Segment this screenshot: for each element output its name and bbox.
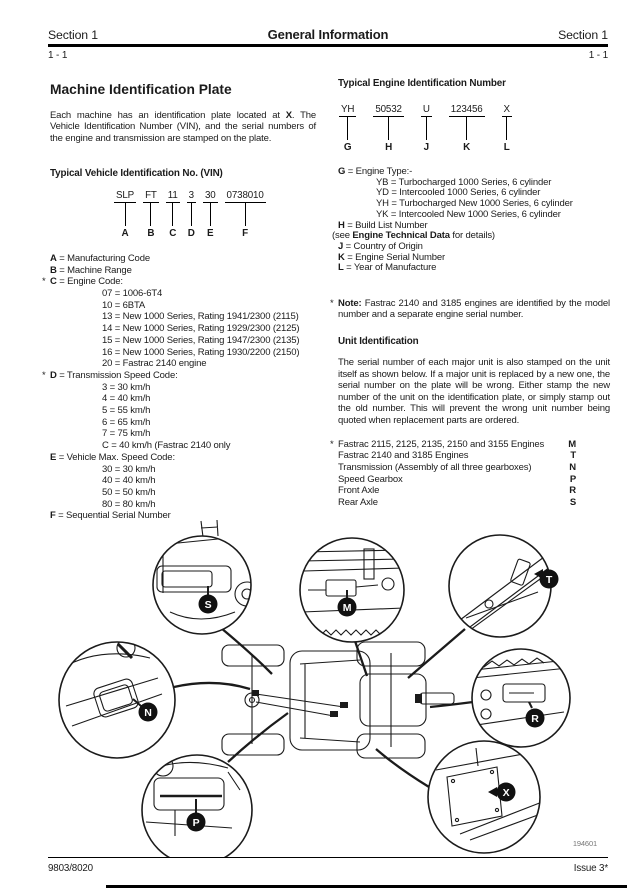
callout-circle xyxy=(449,535,551,637)
engine-segment xyxy=(449,104,485,153)
legend-text: = Transmission Speed Code: xyxy=(59,369,178,381)
unit-label: Front Axle xyxy=(338,485,380,497)
vin-letter: D xyxy=(187,227,195,239)
leader-line xyxy=(172,203,173,226)
legend-sub-item: 14 = New 1000 Series, Rating 1929/2300 (2125) xyxy=(102,323,300,335)
unit-row xyxy=(330,438,576,451)
callout-n xyxy=(59,639,175,758)
engine-segment xyxy=(339,104,356,153)
callout-badge-m xyxy=(338,598,357,617)
note-paragraph xyxy=(330,298,610,321)
unit-code: R xyxy=(569,485,576,497)
callout-circle xyxy=(472,649,570,747)
vin-segment xyxy=(225,190,266,239)
header-section-left: Section 1 xyxy=(48,28,98,42)
legend-key: G xyxy=(338,166,346,177)
unit-code: S xyxy=(569,497,576,509)
leader-line xyxy=(150,203,151,226)
legend-row-h xyxy=(338,221,610,232)
callout-m xyxy=(300,538,404,642)
vin-value: SLP xyxy=(116,189,135,201)
unit-label: Fastrac 2140 and 3185 Engines xyxy=(338,450,469,462)
callout-letter: T xyxy=(545,574,553,586)
engine-segment xyxy=(421,104,432,153)
legend-sub-item: 6 = 65 km/h xyxy=(102,416,151,428)
legend-sub-item: 16 = New 1000 Series, Rating 1930/2200 (2150) xyxy=(102,346,300,358)
callout-badge-r xyxy=(526,709,545,728)
intro-text: Each machine has an identification plate located at xyxy=(50,110,286,121)
vin-segment xyxy=(187,190,196,239)
legend-key: K xyxy=(338,251,345,263)
figure-number: 194601 xyxy=(572,839,597,848)
left-column xyxy=(42,82,316,522)
legend-text: = Engine Serial Number xyxy=(347,251,446,263)
vin-segment xyxy=(203,190,218,239)
legend-sub-item: 3 = 30 km/h xyxy=(102,381,151,393)
vin-segment xyxy=(114,190,136,239)
legend-sub-item: C = 40 km/h (Fastrac 2140 only xyxy=(102,440,231,452)
leader-line xyxy=(466,117,467,140)
unit-label: Speed Gearbox xyxy=(338,473,403,485)
page-number-right: 1 - 1 xyxy=(588,50,608,61)
header-section-right: Section 1 xyxy=(558,28,608,42)
page-footer xyxy=(48,863,608,874)
legend-key: B xyxy=(50,264,57,276)
unit-code: M xyxy=(568,438,576,450)
issue-number: Issue 3* xyxy=(573,863,608,874)
section-heading: Machine Identification Plate xyxy=(50,82,232,97)
vin-value: FT xyxy=(145,189,157,201)
legend-key: H xyxy=(338,219,345,231)
legend-sub-item: 07 = 1006-6T4 xyxy=(102,288,163,299)
callout-letter: S xyxy=(204,599,212,611)
vin-letter: B xyxy=(147,227,155,239)
callout-letter: M xyxy=(342,602,352,614)
leader-line xyxy=(125,203,126,226)
legend-sub-item: YH = Turbocharged New 1000 Series, 6 cylinder xyxy=(376,198,573,210)
legend-sub-item: 4 = 40 km/h xyxy=(102,393,151,405)
leader-line xyxy=(506,117,507,140)
leader-line xyxy=(347,117,348,140)
vin-legend xyxy=(42,252,316,522)
unit-code: T xyxy=(570,450,576,462)
vin-value: 0738010 xyxy=(226,189,264,201)
callout-s xyxy=(153,536,259,634)
see-bold-ref: Engine Technical Data xyxy=(352,230,450,242)
unit-label: Fastrac 2115, 2125, 2135, 2150 and 3155 Engines xyxy=(338,438,545,450)
legend-row-g xyxy=(338,167,610,221)
legend-text: = Engine Type:- xyxy=(347,166,413,177)
unit-code: P xyxy=(569,473,576,485)
engine-letter: L xyxy=(503,142,510,153)
unit-label: Rear Axle xyxy=(338,497,378,509)
unit-paragraph: The serial number of each major unit is also stamped on the unit itself as shown below. If a major unit is replaced by a new one, the serial number on the plate will be wrong. Either stamp the new number of the unit on the identification plate, or simply stamp out the old number. This will prevent the wrong unit number being quoted when replacement parts are ordered. xyxy=(338,357,610,426)
callout-x xyxy=(428,741,546,853)
legend-sub-item: 15 = New 1000 Series, Rating 1947/2300 (2135) xyxy=(102,334,300,346)
legend-sub-item: YB = Turbocharged 1000 Series, 6 cylinder xyxy=(376,176,552,188)
legend-text: = Machine Range xyxy=(59,264,132,276)
footer-rule xyxy=(48,857,608,858)
engine-legend xyxy=(332,166,610,274)
engine-letter: G xyxy=(343,142,352,153)
callout-letter: R xyxy=(531,713,539,725)
legend-key: D xyxy=(50,369,57,381)
unit-code: N xyxy=(569,462,576,473)
unit-location-diagram xyxy=(0,520,633,858)
legend-key: F xyxy=(50,510,56,522)
callout-p xyxy=(142,755,252,858)
callout-letter: X xyxy=(502,787,510,799)
engine-value: YH xyxy=(341,104,355,115)
engine-number-diagram xyxy=(339,104,610,153)
location-x-ref: X xyxy=(285,110,292,121)
see-text: (see xyxy=(332,230,353,242)
callout-circle xyxy=(59,642,175,758)
right-column xyxy=(330,78,610,509)
callout-r xyxy=(470,649,570,747)
legend-sub-item: YK = Intercooled New 1000 Series, 6 cylinder xyxy=(376,208,561,220)
engine-letter: J xyxy=(423,142,429,153)
legend-sub-item: YD = Intercooled 1000 Series, 6 cylinder xyxy=(376,187,541,199)
callout-letter: N xyxy=(144,707,152,719)
unit-label: Transmission (Assembly of all three gearboxes) xyxy=(338,462,532,473)
leader-line xyxy=(191,203,192,226)
unit-row xyxy=(338,450,576,462)
footnote-star: * xyxy=(42,276,46,288)
page-number-left: 1 - 1 xyxy=(48,50,68,61)
leader-line xyxy=(245,203,246,226)
engine-value: X xyxy=(503,104,510,115)
engine-letter: K xyxy=(463,142,471,153)
vin-value: 30 xyxy=(204,189,216,201)
legend-sub-item: 10 = 6BTA xyxy=(102,299,146,311)
header-title: General Information xyxy=(267,27,389,42)
unit-row xyxy=(338,474,576,486)
unit-row xyxy=(338,497,576,509)
legend-row-e xyxy=(50,452,316,511)
vin-heading: Typical Vehicle Identification No. (VIN) xyxy=(50,167,223,179)
unit-row xyxy=(338,485,576,497)
legend-row-b xyxy=(50,265,316,277)
see-text: for details) xyxy=(449,230,495,242)
legend-text: = Year of Manufacture xyxy=(346,262,437,274)
legend-text: = Engine Code: xyxy=(59,276,123,288)
engine-value: 123456 xyxy=(450,104,483,115)
legend-sub-item: 13 = New 1000 Series, Rating 1941/2300 (2115) xyxy=(102,311,299,323)
footnote-star: * xyxy=(330,438,334,450)
engine-segment xyxy=(502,104,512,153)
vin-number-diagram xyxy=(114,190,316,239)
vin-letter: A xyxy=(121,227,129,239)
callout-letter: P xyxy=(192,817,200,829)
footnote-star: * xyxy=(42,369,46,381)
legend-key: C xyxy=(50,276,57,288)
callout-circle xyxy=(428,741,540,853)
page-number-row xyxy=(48,50,608,61)
unit-identification-heading: Unit Identification xyxy=(338,336,419,348)
engine-heading: Typical Engine Identification Number xyxy=(338,78,506,89)
legend-sub-item: 80 = 80 km/h xyxy=(102,498,156,510)
legend-key: J xyxy=(338,240,344,252)
vin-value: 3 xyxy=(188,189,194,201)
vin-value: 11 xyxy=(167,189,178,201)
note-label: Note: xyxy=(338,298,362,310)
unit-row xyxy=(338,462,576,474)
legend-key: E xyxy=(50,451,57,463)
leader-line xyxy=(210,203,211,226)
leader-line xyxy=(426,117,427,140)
page-header xyxy=(48,27,608,42)
legend-row-d xyxy=(42,369,316,452)
header-rule xyxy=(48,44,608,47)
legend-sub-item: 5 = 55 km/h xyxy=(102,405,151,417)
callout-badge-x xyxy=(497,783,516,802)
footnote-star: * xyxy=(330,298,334,310)
callout-badge-t xyxy=(540,570,559,589)
vin-letter: E xyxy=(207,227,214,239)
legend-text: = Vehicle Max. Speed Code: xyxy=(58,451,175,463)
legend-sub-item: 7 = 75 km/h xyxy=(102,428,151,440)
engine-value: U xyxy=(422,104,430,115)
leader-line xyxy=(388,117,389,140)
intro-text: . The Vehicle Identification Number (VIN), and the serial numbers of the engine and transmission are stamped on the plate. xyxy=(50,110,316,144)
legend-sub-item: 40 = 40 km/h xyxy=(102,475,156,487)
vin-letter: F xyxy=(242,227,249,239)
legend-key: L xyxy=(338,262,344,274)
vin-segment xyxy=(166,190,180,239)
vin-letter: C xyxy=(169,227,177,239)
legend-text: = Sequential Serial Number xyxy=(58,510,171,522)
legend-text: = Country of Origin xyxy=(345,240,423,252)
legend-sub-item: 50 = 50 km/h xyxy=(102,486,156,498)
legend-sub-item: 20 = Fastrac 2140 engine xyxy=(102,358,207,370)
linkage-joints xyxy=(252,690,422,717)
engine-segment xyxy=(373,104,404,153)
callout-badge-p xyxy=(187,813,206,832)
publication-number: 9803/8020 xyxy=(48,863,93,874)
unit-code-table xyxy=(330,438,576,509)
legend-text: = Build List Number xyxy=(347,219,428,231)
engine-letter: H xyxy=(385,142,393,153)
note-text: Fastrac 2140 and 3185 engines are identified by the model number and a separate engine serial number. xyxy=(338,298,610,321)
callout-badge-n xyxy=(139,703,158,722)
legend-row-l xyxy=(338,263,610,274)
legend-row-c xyxy=(42,276,316,370)
engine-value: 50532 xyxy=(375,104,402,115)
vin-segment xyxy=(143,190,159,239)
legend-text: = Manufacturing Code xyxy=(59,252,150,264)
legend-sub-item: 30 = 30 km/h xyxy=(102,463,156,475)
legend-key: A xyxy=(50,252,57,264)
legend-row-a xyxy=(50,253,316,265)
scan-artifact xyxy=(106,885,627,888)
intro-paragraph xyxy=(50,110,316,144)
callout-badge-s xyxy=(199,595,218,614)
